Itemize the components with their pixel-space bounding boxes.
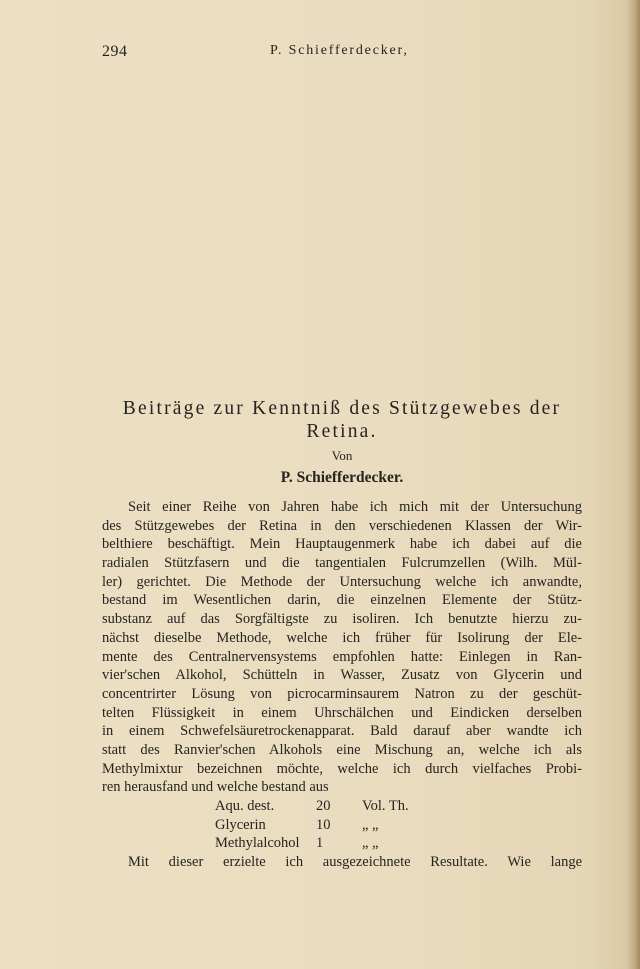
body-line: ler) gerichtet. Die Methode der Untersuchung welche ich anwandte, [102,573,582,590]
body-line: mente des Centralnervensystems empfohlen hatte: Einlegen in Ran- [102,648,582,665]
body-line-closing: Mit dieser erzielte ich ausgezeichnete Resultate. Wie lange [128,854,582,871]
recipe-row [102,797,582,816]
author-name: P. Schiefferdecker. [280,469,404,486]
byline-von: Von [331,448,353,463]
body-line: statt des Ranvier'schen Alkohols eine Mischung an, welche ich als [102,741,582,758]
article-title-line-1: Beiträge zur Kenntniß des Stützgewebes der [122,398,562,419]
article-title [96,397,588,443]
page-number: 294 [102,43,128,60]
recipe-unit: Vol. Th. [362,798,409,814]
body-text [102,498,582,872]
body-line: vier'schen Alkohol, Schütteln in Wasser, Zusatz von Glycerin und [102,667,582,684]
article-title-line-2: Retina. [306,421,378,442]
recipe-ingredient: Aqu. dest. [215,798,275,814]
body-line: in einem Schwefelsäuretrockenapparat. Bald darauf aber wandte ich [102,723,582,740]
recipe-ingredient: Methylalcohol [215,835,300,852]
recipe-amount: 10 [316,816,331,833]
body-line: concentrirter Lösung von picrocarminsaurem Natron zu der geschüt- [102,685,582,702]
page-header [102,43,582,65]
body-line: substanz auf das Sorgfältigste zu isoliren. Ich benutzte hierzu zu- [102,611,582,628]
body-line: nächst dieselbe Methode, welche ich früher für Isolirung der Ele- [102,629,582,646]
recipe-ingredient: Glycerin [215,816,266,833]
body-line: ren herausfand und welche bestand aus [102,779,329,796]
recipe-row [102,834,582,853]
recipe-unit: „ „ [362,816,379,833]
recipe-row [102,816,582,835]
recipe-amount: 1 [316,835,324,852]
running-head: P. Schiefferdecker, [270,43,409,58]
body-line: telten Flüssigkeit in einem Uhrschälchen und Eindicken derselben [102,704,582,721]
body-line: belthiere beschäftigt. Mein Hauptaugenmerk habe ich dabei auf die [102,536,582,553]
recipe-amount: 20 [316,798,331,814]
body-line: des Stützgewebes der Retina in den verschiedenen Klassen der Wir- [102,517,582,534]
body-line: radialen Stützfasern und die tangentialen Fulcrumzellen (Wilh. Mül- [102,555,582,572]
recipe-unit: „ „ [362,835,379,852]
body-line: bestand im Wesentlichen darin, die einzelnen Elemente der Stütz- [102,592,582,609]
page-edge-shadow [626,0,640,969]
body-line: Seit einer Reihe von Jahren habe ich mich mit der Untersuchung [128,499,582,515]
body-line: Methylmixtur bezeichnen möchte, welche ich durch vielfaches Probi- [102,760,582,777]
